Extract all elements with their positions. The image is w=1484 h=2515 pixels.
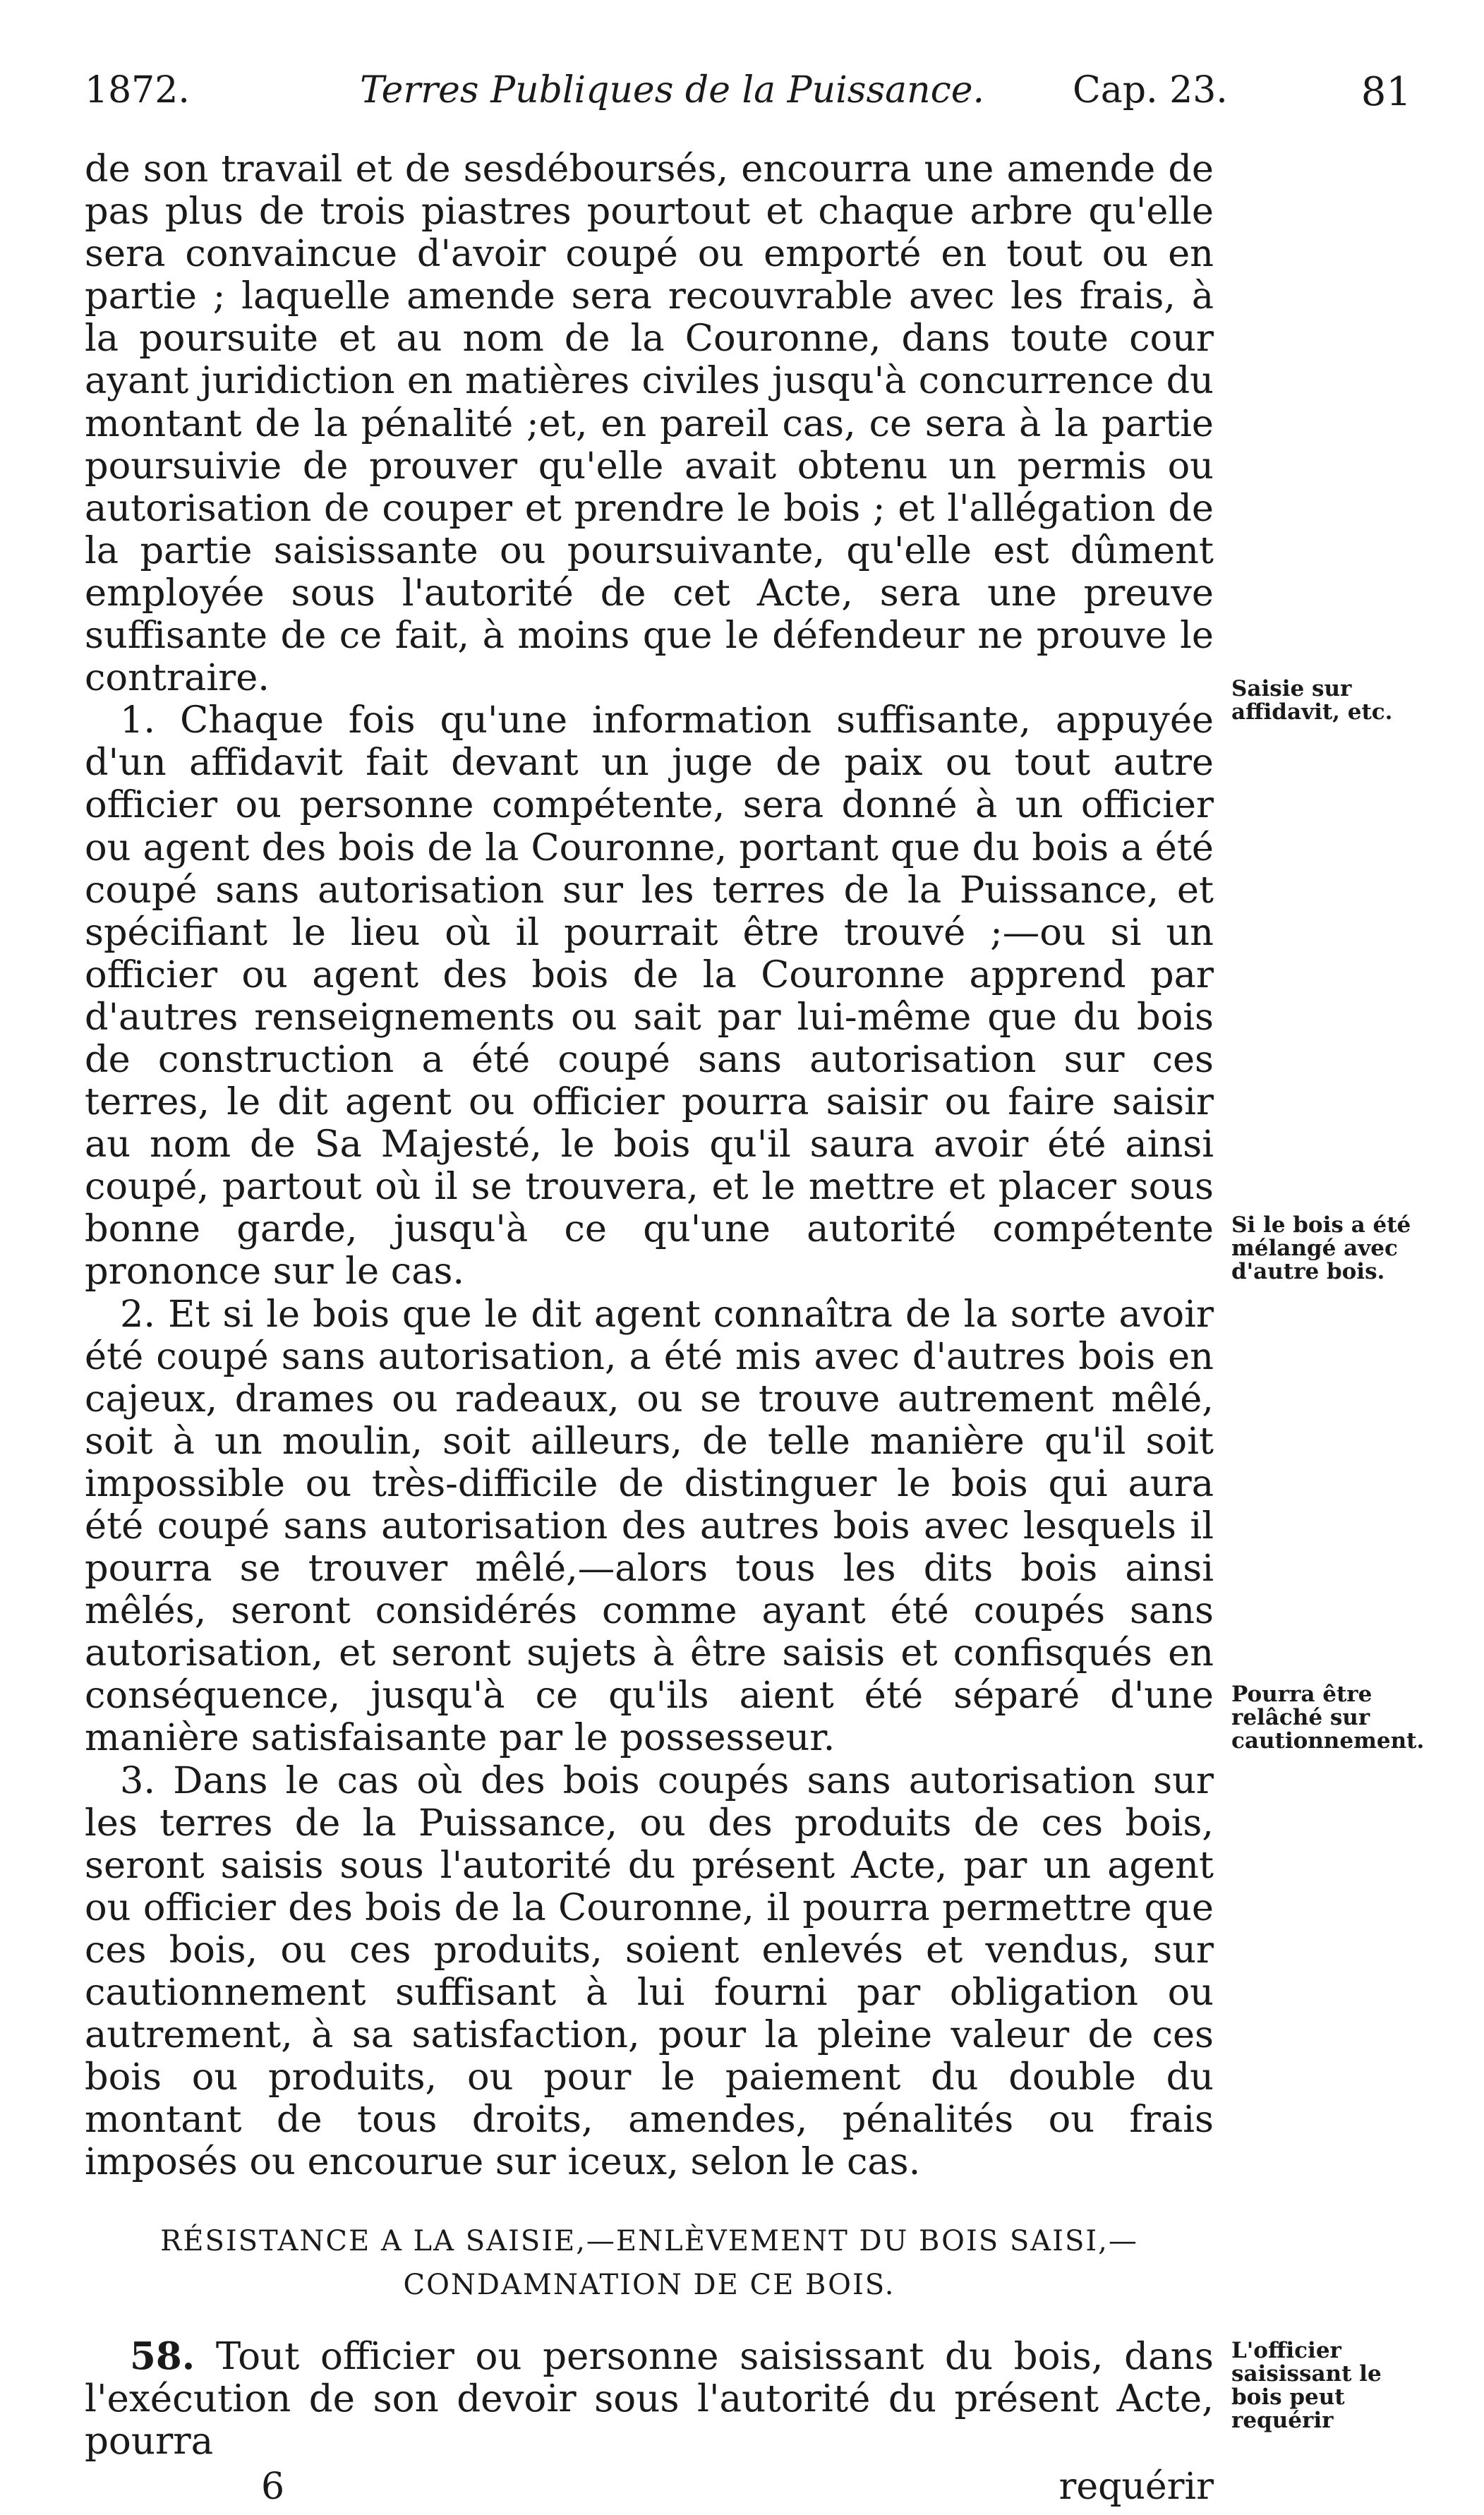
article-58-paragraph bbox=[85, 2335, 1214, 2463]
paragraph-number: 3. bbox=[120, 1759, 156, 1802]
running-header bbox=[85, 49, 1411, 127]
margin-note-mixed-wood: Si le bois a été mélangé avec d'autre bois. bbox=[1231, 1212, 1411, 1284]
paragraph-number: 2. bbox=[120, 1292, 156, 1336]
paragraph-text: Chaque fois qu'une information suffisante, appuyée d'un affidavit fait devant un juge de paix ou tout autre officier ou personne compétente, sera donné à un officier ou agent des bois de la Couronne, portant que du bois a été coupé sans autorisation sur les terres de la Puissance, et spécifiant le lieu où il pourrait être trouvé ;—ou si un officier ou agent des bois de la Couronne apprend par d'autres renseignements ou sait par lui-même que du bois de construction a été coupé sans autorisation sur ces terres, le dit agent ou officier pourra saisir ou faire saisir au nom de Sa Majesté, le bois qu'il saura avoir été ainsi coupé, partout où il se trouvera, et le mettre et placer sous bonne garde, jusqu'à ce qu'une autorité compétente prononce sur le cas. bbox=[85, 699, 1214, 1293]
paragraph-number: 1. bbox=[120, 699, 156, 742]
margin-note-bail-release: Pourra être relâché sur cautionnement. bbox=[1231, 1682, 1425, 1754]
section-heading-line-1: RÉSISTANCE A LA SAISIE,—ENLÈVEMENT DU BOIS SAISI,— bbox=[160, 2225, 1138, 2257]
header-year: 1872. bbox=[85, 69, 190, 111]
header-chapter: Cap. 23. bbox=[1073, 69, 1228, 111]
page-footer bbox=[85, 2466, 1214, 2515]
paragraph-text: Dans le cas où des bois coupés sans autorisation sur les terres de la Puissance, ou des produits de ces bois, seront saisis sous l'autorité du présent Acte, par un agent ou officier des bois de la Couronne, il pourra permettre que ces bois, ou ces produits, soient enlevés et vendus, sur cautionnement suffisant à lui fourni par obligation ou autrement, à sa satisfaction, pour la pleine valeur de ces bois ou produits, ou pour le paiement du double du montant de tous droits, amendes, pénalités ou frais imposés ou encourue sur iceux, selon le cas. bbox=[85, 1759, 1214, 2184]
intro-paragraph: de son travail et de sesdéboursés, encourra une amende de pas plus de trois piastres pourtout et chaque arbre qu'elle sera convaincue d'avoir coupé ou emporté en tout ou en partie ; laquelle amende sera recouvrable avec les frais, à la poursuite et au nom de la Couronne, dans toute cour ayant juridiction en matières civiles jusqu'à concurrence du montant de la pénalité ;et, en pareil cas, ce sera à la partie poursuivie de prouver qu'elle avait obtenu un permis ou autorisation de couper et prendre le bois ; et l'allégation de la partie saisissante ou poursuivante, qu'elle est dûment employée sous l'autorité de cet Acte, sera une preuve suffisante de ce fait, à moins que le défendeur ne prouve le contraire. bbox=[85, 147, 1214, 700]
section-heading-line-2: CONDAMNATION DE CE BOIS. bbox=[403, 2269, 895, 2301]
paragraph-text: Et si le bois que le dit agent connaîtra de la sorte avoir été coupé sans autorisation, a été mis avec d'autres bois en cajeux, drames ou radeaux, ou se trouve autrement mêlé, soit à un moulin, soit ailleurs, de telle manière qu'il soit impossible ou très-difficile de distinguer le bois qui aura été coupé sans autorisation des autres bois avec lesquels il pourra se trouver mêlé,—alors tous les dits bois ainsi mêlés, seront considérés comme ayant été coupés sans autorisation, et seront sujets à être saisis et confisqués en conséquence, jusqu'à ce qu'ils aient été séparé d'une manière satisfaisante par le possesseur. bbox=[85, 1292, 1214, 1760]
page-number: 81 bbox=[1361, 69, 1411, 115]
paragraph-2 bbox=[85, 1293, 1214, 1760]
article-number: 58. bbox=[130, 2334, 195, 2378]
margin-note-seizure: Saisie sur affidavit, etc. bbox=[1231, 676, 1393, 725]
section-heading bbox=[85, 2219, 1214, 2307]
paragraph-1 bbox=[85, 699, 1214, 1293]
margin-note-officer: L'officier saisissant le bois peut requérir bbox=[1231, 2338, 1382, 2433]
article-58 bbox=[85, 2335, 1214, 2463]
body-text bbox=[85, 148, 1214, 2184]
catchword: requérir bbox=[1058, 2466, 1214, 2508]
article-text: Tout officier ou personne saisissant du bois, dans l'exécution de son devoir sous l'autorité du présent Acte, pourra bbox=[85, 2335, 1214, 2463]
signature-mark: 6 bbox=[261, 2466, 285, 2508]
header-title: Terres Publiques de la Puissance. bbox=[360, 69, 985, 111]
paragraph-3 bbox=[85, 1760, 1214, 2184]
